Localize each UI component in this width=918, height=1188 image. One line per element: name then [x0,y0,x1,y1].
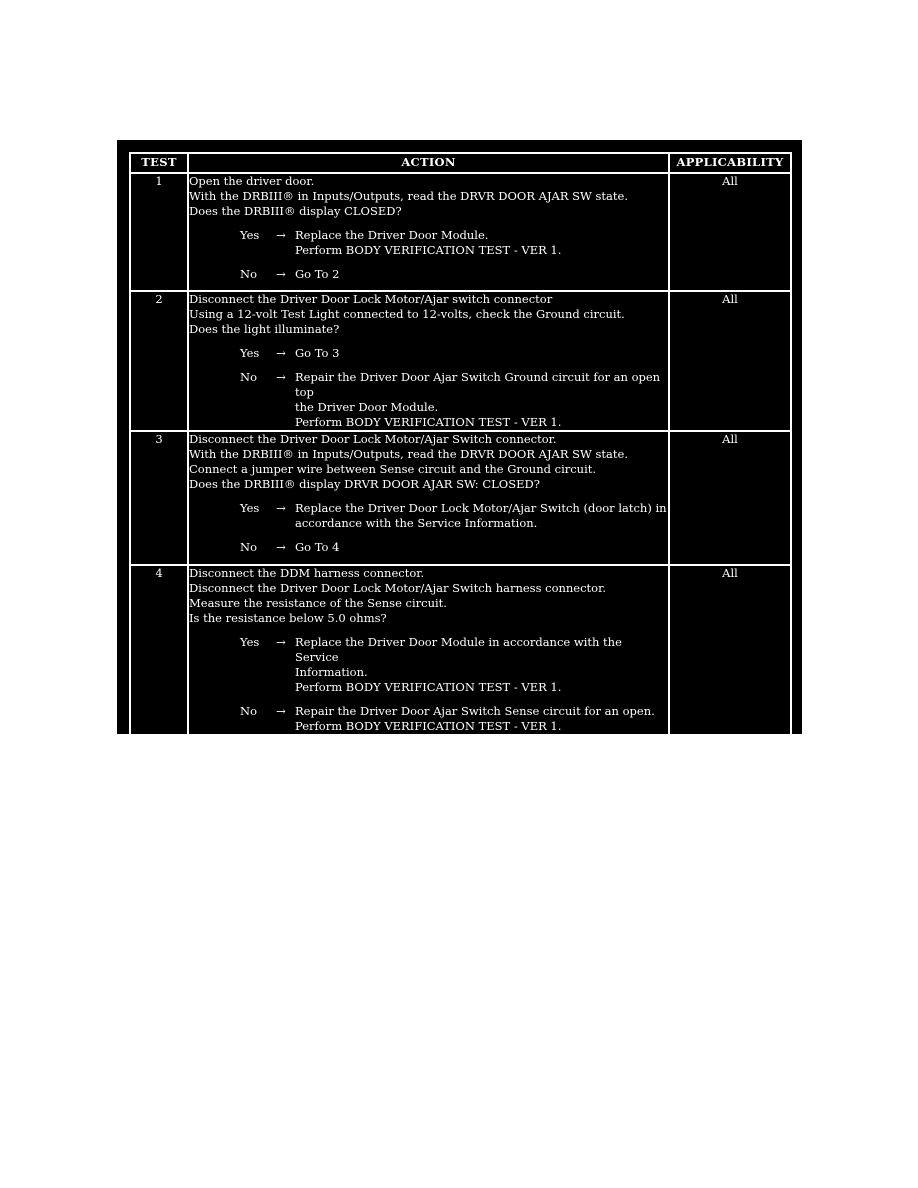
yes-action-line: Information. [295,665,368,679]
yes-action-line: Replace the Driver Door Lock Motor/Ajar Switch (door latch) in [295,501,667,515]
no-label: No [240,540,257,554]
table-row [130,431,791,565]
action-step: Connect a jumper wire between Sense circuit and the Ground circuit. [189,462,597,476]
action-step: Using a 12-volt Test Light connected to 12-volts, check the Ground circuit. [189,307,625,321]
no-action-line: Repair the Driver Door Ajar Switch Sense circuit for an open. [295,704,655,718]
yes-action-line: Replace the Driver Door Module in accordance with the Service [295,635,622,664]
arrow-right-icon: → [276,501,286,515]
no-result [189,267,668,282]
yes-label: Yes [240,346,260,360]
action-cell [188,291,669,431]
action-step: Disconnect the Driver Door Lock Motor/Ajar switch connector [189,292,553,306]
action-cell [188,173,669,291]
no-action-line: Repair the Driver Door Ajar Switch Ground circuit for an open top [295,370,661,399]
no-action-text [295,370,668,430]
no-action-text [295,540,668,555]
no-action-line: the Driver Door Module. [295,400,439,414]
yes-action-text [295,346,668,361]
action-step: Disconnect the DDM harness connector. [189,566,425,580]
yes-action-line: Replace the Driver Door Module. [295,228,489,242]
table-row [130,173,791,291]
table-body [130,173,791,735]
action-step: With the DRBIII® in Inputs/Outputs, read the DRVR DOOR AJAR SW state. [189,189,628,203]
yes-label: Yes [240,635,260,649]
no-label: No [240,704,257,718]
action-step: Does the DRBIII® display DRVR DOOR AJAR SW: CLOSED? [189,477,540,491]
diagnostic-table-frame [117,140,802,734]
yes-label: Yes [240,501,260,515]
yes-result [189,228,668,258]
applicability-cell: All [669,173,791,291]
test-number: 3 [130,431,188,565]
arrow-right-icon: → [276,635,286,649]
no-label: No [240,370,257,384]
test-number: 1 [130,173,188,291]
no-action-line: Go To 2 [295,267,340,281]
no-result [189,704,668,734]
no-action-text [295,267,668,282]
no-action-line: Perform BODY VERIFICATION TEST - VER 1. [295,415,562,429]
arrow-right-icon: → [276,370,286,384]
action-step: Does the DRBIII® display CLOSED? [189,204,402,218]
yes-label: Yes [240,228,260,242]
header-row [130,153,791,173]
yes-result [189,501,668,531]
diagnostic-test-table [129,152,792,736]
yes-action-text [295,228,668,258]
no-action-line: Perform BODY VERIFICATION TEST - VER 1. [295,719,562,733]
arrow-right-icon: → [276,540,286,554]
action-step: Measure the resistance of the Sense circuit. [189,596,447,610]
column-header-test: TEST [130,153,188,173]
yes-result [189,635,668,695]
action-step: Does the light illuminate? [189,322,340,336]
applicability-cell: All [669,291,791,431]
no-action-line: Go To 4 [295,540,340,554]
no-result [189,370,668,430]
action-step: Open the driver door. [189,174,315,188]
test-number: 2 [130,291,188,431]
yes-action-text [295,501,668,531]
column-header-applicability: APPLICABILITY [669,153,791,173]
action-step: Is the resistance below 5.0 ohms? [189,611,387,625]
applicability-cell: All [669,565,791,735]
yes-result [189,346,668,361]
arrow-right-icon: → [276,267,286,281]
test-number: 4 [130,565,188,735]
yes-action-line: Perform BODY VERIFICATION TEST - VER 1. [295,680,562,694]
table-row [130,565,791,735]
applicability-cell: All [669,431,791,565]
action-step: Disconnect the Driver Door Lock Motor/Ajar Switch connector. [189,432,557,446]
yes-action-line: Go To 3 [295,346,340,360]
no-result [189,540,668,555]
action-step: Disconnect the Driver Door Lock Motor/Ajar Switch harness connector. [189,581,606,595]
table-row [130,291,791,431]
arrow-right-icon: → [276,704,286,718]
arrow-right-icon: → [276,346,286,360]
yes-action-line: accordance with the Service Information. [295,516,538,530]
no-action-text [295,704,668,734]
yes-action-text [295,635,668,695]
action-step: With the DRBIII® in Inputs/Outputs, read the DRVR DOOR AJAR SW state. [189,447,628,461]
yes-action-line: Perform BODY VERIFICATION TEST - VER 1. [295,243,562,257]
column-header-action: ACTION [188,153,669,173]
action-cell [188,565,669,735]
action-cell [188,431,669,565]
no-label: No [240,267,257,281]
arrow-right-icon: → [276,228,286,242]
